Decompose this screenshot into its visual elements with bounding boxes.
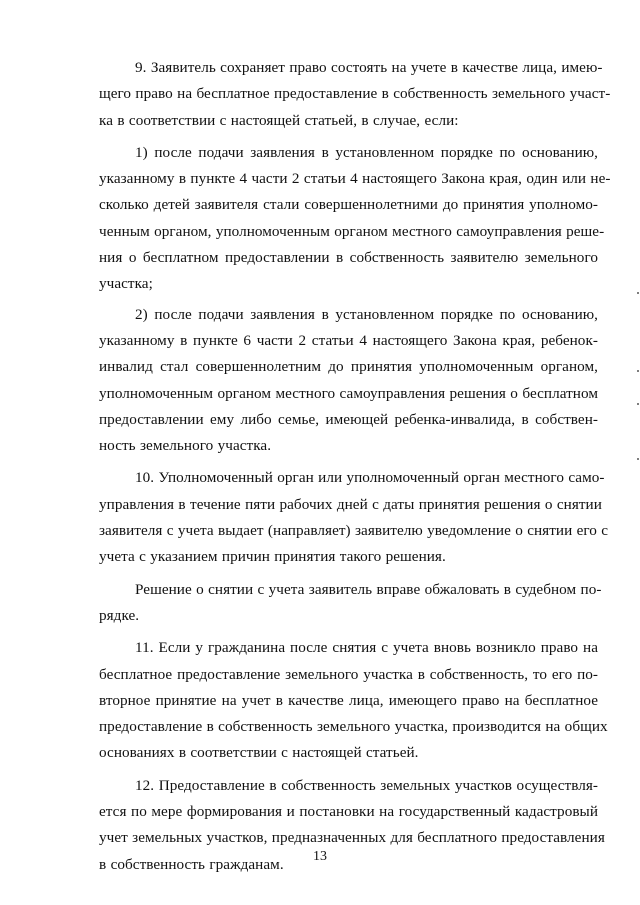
text-line: ность земельного участка. (99, 437, 272, 455)
text-line: 11. Если у гражданина после снятия с учета вновь возникло право на (135, 639, 598, 657)
text-line: основаниях в соответствии с настоящей статьей. (99, 744, 419, 762)
text-line: ченным органом, уполномоченным органом местного самоуправления реше- (99, 222, 605, 240)
page-number: 13 (313, 849, 327, 864)
text-line: вторное принятие на учет в качестве лица, имеющего право на бесплатное (99, 691, 598, 709)
text-line: ется по мере формирования и постановки на государственный кадастровый (99, 803, 598, 821)
paragraph-p9-1 (99, 140, 611, 298)
scan-edge-mark (637, 403, 639, 405)
text-line: в собственность гражданам. (99, 855, 284, 873)
paragraph-p9 (99, 55, 611, 134)
scan-edge-mark (637, 458, 639, 460)
text-line: заявителя с учета выдает (направляет) заявителю уведомление о снятии его с (99, 522, 609, 540)
text-line: предоставлении ему либо семье, имеющей ребенка-инвалида, в собствен- (99, 410, 598, 428)
text-line: 9. Заявитель сохраняет право состоять на учете в качестве лица, имею- (135, 59, 603, 76)
text-line: 1) после подачи заявления в установленном порядке по основанию, (135, 143, 598, 161)
text-line: предоставление в собственность земельного участка, производится на общих (99, 718, 608, 736)
scan-edge-mark (637, 370, 639, 372)
text-line: 10. Уполномоченный орган или уполномоченный орган местного само- (135, 469, 605, 487)
text-line: участка; (99, 275, 153, 293)
paragraph-p11 (99, 635, 608, 766)
text-line: Решение о снятии с учета заявитель вправе обжаловать в судебном по- (135, 580, 602, 598)
text-line: указанному в пункте 4 части 2 статьи 4 настоящего Закона края, один или не- (99, 170, 611, 188)
text-line: 2) после подачи заявления в установленном порядке по основанию, (135, 305, 598, 323)
paragraph-p10 (99, 465, 609, 570)
paragraph-p9-2 (99, 302, 598, 460)
text-line: инвалид стал совершеннолетним до принятия уполномоченным органом, (99, 358, 598, 376)
text-line: щего право на бесплатное предоставление в собственность земельного участ- (99, 85, 611, 103)
text-line: ка в соответствии с настоящей статьей, в случае, если: (99, 111, 459, 129)
text-line: 12. Предоставление в собственность земельных участков осуществля- (135, 776, 598, 794)
text-line: управления в течение пяти рабочих дней с даты принятия решения о снятии (99, 495, 602, 513)
text-line: учет земельных участков, предназначенных для бесплатного предоставления (99, 829, 605, 847)
text-line: учета с указанием причин принятия такого решения. (99, 548, 446, 566)
text-line: бесплатное предоставление земельного участка в собственность, то его по- (99, 665, 598, 683)
text-line: ния о бесплатном предоставлении в собственность заявителю земельного (99, 249, 598, 267)
scan-edge-mark (637, 292, 639, 294)
text-line: сколько детей заявителя стали совершеннолетними до принятия уполномо- (99, 196, 598, 214)
paragraph-p10-appeal (99, 577, 602, 630)
text-line: рядке. (99, 606, 140, 624)
document-body (99, 55, 611, 878)
text-line: указанному в пункте 6 части 2 статьи 4 настоящего Закона края, ребенок- (99, 331, 598, 349)
text-line: уполномоченным органом местного самоуправления решения о бесплатном (99, 384, 598, 402)
